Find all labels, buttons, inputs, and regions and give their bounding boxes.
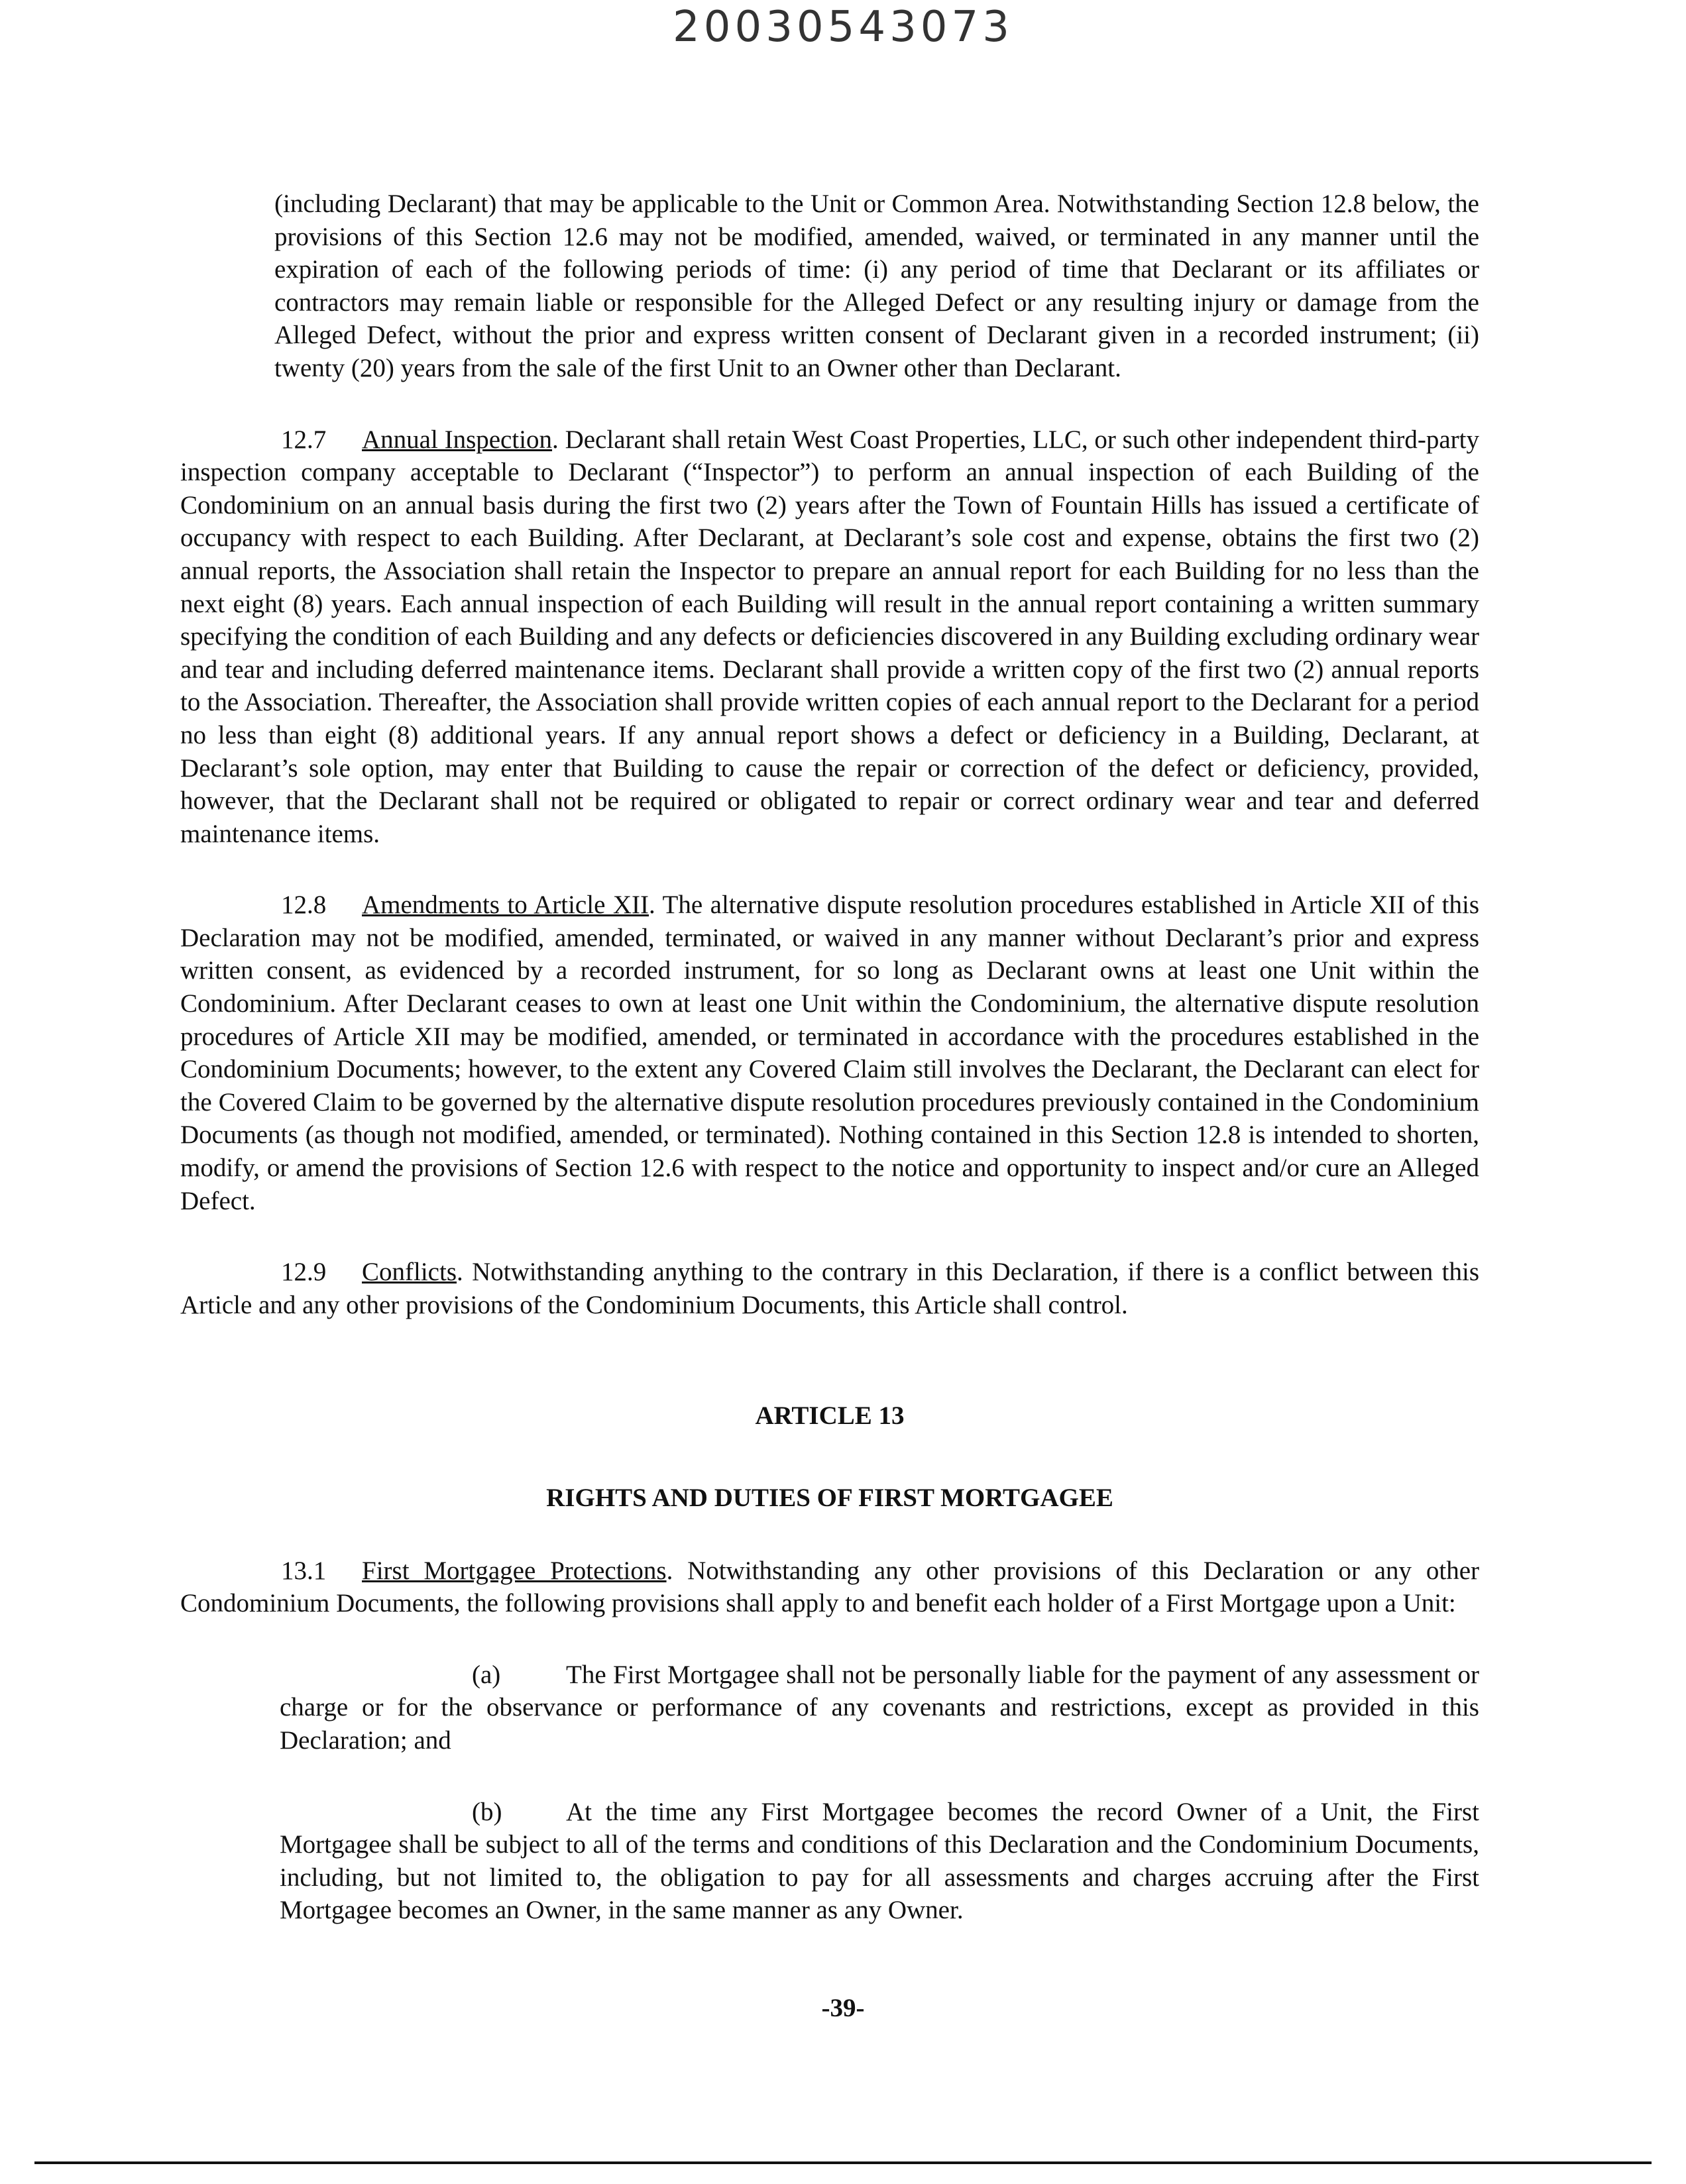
paragraph-gap bbox=[180, 1217, 1479, 1256]
continuation-paragraph bbox=[274, 188, 1479, 385]
section-title: First Mortgagee Protections bbox=[362, 1556, 667, 1585]
section-12-8 bbox=[180, 889, 1479, 1217]
subsection-label: (b) bbox=[472, 1797, 502, 1826]
section-number: 12.9 bbox=[281, 1258, 327, 1287]
section-text: . The alternative dispute resolution procedures established in Article XII of this Declaration may not be modified, amended, terminated, or waived in any manner without Declarant’s prior and express written consent, as evidenced by a recorded instrument, for so long as Declarant owns at least one Unit within the Condominium. After Declarant ceases to own at least one Unit within the Condominium, the alternative dispute resolution procedures of Article XII may be modified, amended, or terminated in accordance with the procedures established in the Condominium Documents; however, to the extent any Covered Claim still involves the Declarant, the Declarant can elect for the Covered Claim to be governed by the alternative dispute resolution procedures previously contained in the Condominium Documents (as though not modified, amended, or terminated). Nothing contained in this Section 12.8 is intended to shorten, modify, or amend the provisions of Section 12.6 with respect to the notice and opportunity to inspect and/or cure an Alleged Defect. bbox=[180, 891, 1479, 1215]
subsection-text: At the time any First Mortgagee becomes the record Owner of a Unit, the First Mortgagee shall be subject to all of the terms and conditions of this Declaration and the Condominium Documents, including, but not limited to, the obligation to pay for all assessments and charges accruing after the First Mortgagee becomes an Owner, in the same manner as any Owner. bbox=[280, 1797, 1479, 1925]
recording-number: 20030543073 bbox=[673, 3, 1013, 52]
subsection-text: The First Mortgagee shall not be personally liable for the payment of any assessment or charge or for the observance or performance of any covenants and restrictions, except as provided in this Declaration; and bbox=[280, 1660, 1479, 1755]
section-number: 12.7 bbox=[281, 425, 327, 454]
heading-gap bbox=[180, 1515, 1479, 1555]
paragraph-gap bbox=[180, 1757, 1479, 1796]
heading-gap bbox=[180, 1433, 1479, 1482]
subsection-a bbox=[280, 1659, 1479, 1757]
section-number: 12.8 bbox=[281, 891, 327, 920]
section-gap bbox=[180, 1321, 1479, 1399]
paragraph-gap bbox=[180, 385, 1479, 423]
section-12-7 bbox=[180, 423, 1479, 851]
subsection-label: (a) bbox=[472, 1660, 501, 1689]
continuation-text: (including Declarant) that may be applicable to the Unit or Common Area. Notwithstanding Section 12.8 below, the provisions of this Section 12.6 may not be modified, amended, waived, or terminated in any manner until the expiration of each of the following periods of time: (i) any period of time that Declarant or its affiliates or contractors may remain liable or responsible for the Alleged Defect or any resulting injury or damage from the Alleged Defect, without the prior and express written consent of Declarant given in a recorded instrument; (ii) twenty (20) years from the sale of the first Unit to an Owner other than Declarant. bbox=[274, 190, 1479, 382]
footer-rule bbox=[34, 2161, 1652, 2164]
section-number: 13.1 bbox=[281, 1556, 327, 1585]
section-title: Amendments to Article XII bbox=[362, 891, 649, 920]
page-number: -39- bbox=[821, 1994, 865, 2022]
paragraph-gap bbox=[180, 850, 1479, 889]
subsection-b bbox=[280, 1796, 1479, 1927]
paragraph-gap bbox=[180, 1620, 1479, 1659]
section-text: . Notwithstanding any other provisions of this Declaration or any other Condominium Documents, the following provisions shall apply to and benefit each holder of a First Mortgage upon a Unit: bbox=[180, 1556, 1479, 1618]
section-12-9 bbox=[180, 1256, 1479, 1321]
section-text: . Notwithstanding anything to the contrary in this Declaration, if there is a conflict between this Article and any other provisions of the Condominium Documents, this Article shall control. bbox=[180, 1258, 1479, 1319]
section-13-1 bbox=[180, 1555, 1479, 1620]
section-text: . Declarant shall retain West Coast Properties, LLC, or such other independent third-party inspection company acceptable to Declarant (“Inspector”) to perform an annual inspection of each Building of the Condominium on an annual basis during the first two (2) years after the Town of Fountain Hills has issued a certificate of occupancy with respect to each Building. After Declarant, at Declarant’s sole cost and expense, obtains the first two (2) annual reports, the Association shall retain the Inspector to prepare an annual report for each Building for no less than the next eight (8) years. Each annual inspection of each Building will result in the annual report containing a written summary specifying the condition of each Building and any defects or deficiencies discovered in any Building excluding ordinary wear and tear and including deferred maintenance items. Declarant shall provide a written copy of the first two (2) annual reports to the Association. Thereafter, the Association shall provide written copies of each annual report to the Declarant for a period no less than eight (8) additional years. If any annual report shows a defect or deficiency in a Building, Declarant, at Declarant’s sole option, may enter that Building to cause the repair or correction of the defect or deficiency, provided, however, that the Declarant shall not be required or obligated to repair or correct ordinary wear and tear and deferred maintenance items. bbox=[180, 425, 1480, 848]
section-title: Conflicts bbox=[362, 1258, 457, 1287]
section-title: Annual Inspection bbox=[362, 425, 553, 454]
article-title: RIGHTS AND DUTIES OF FIRST MORTGAGEE bbox=[546, 1484, 1113, 1512]
document-body bbox=[180, 188, 1479, 1927]
article-heading: ARTICLE 13 bbox=[755, 1401, 905, 1431]
